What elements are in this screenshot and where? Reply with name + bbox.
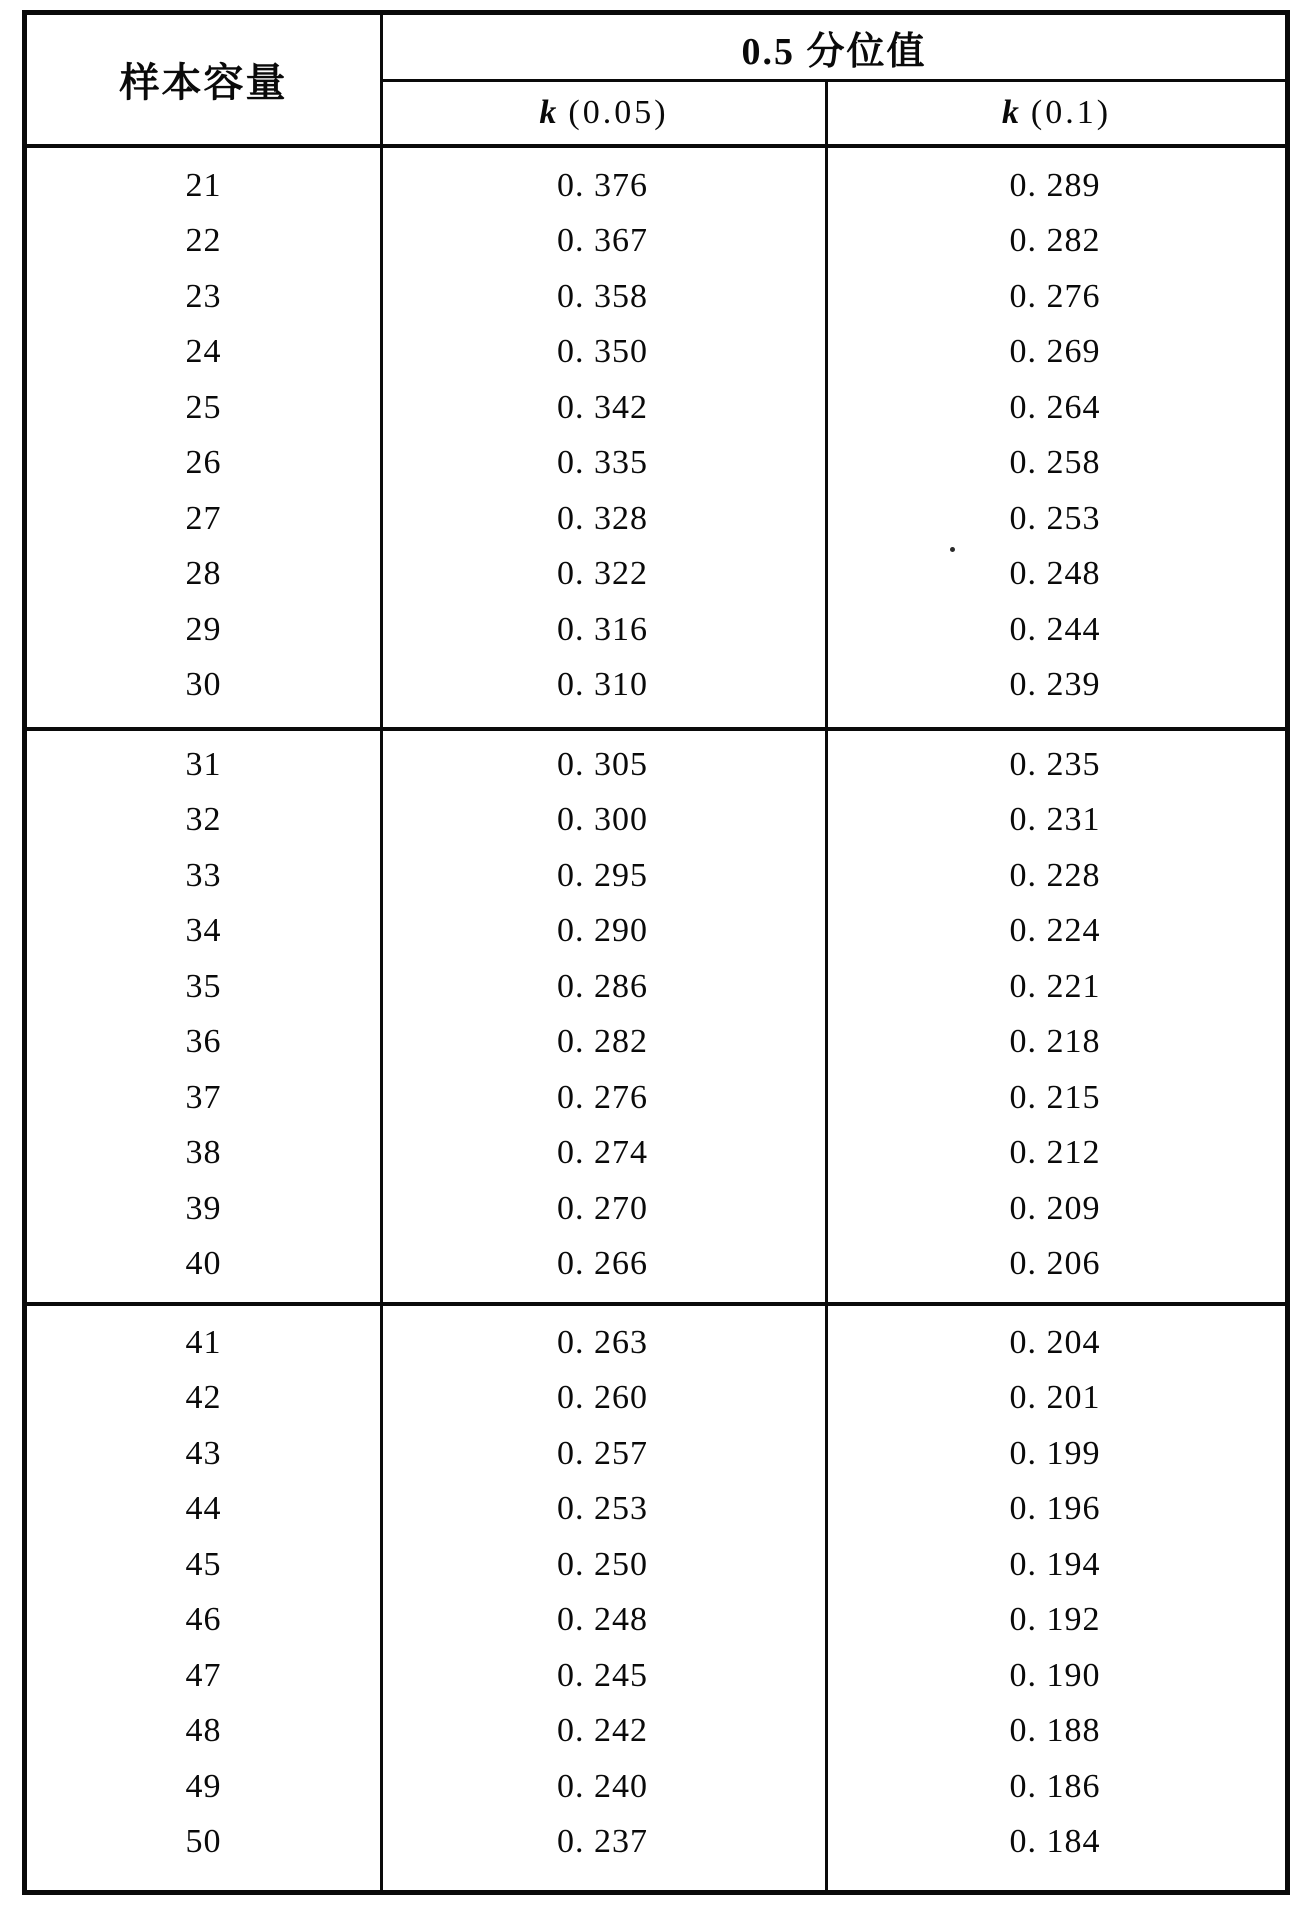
cell-k005: 0. 237 [557, 1823, 648, 1861]
table-row [27, 1704, 1285, 1760]
table-row [27, 1371, 1285, 1427]
cell-k005: 0. 342 [557, 388, 648, 426]
cell-sample-size: 25 [185, 388, 222, 426]
table-row [27, 737, 1285, 793]
cell-sample-size: 30 [185, 666, 222, 704]
table-row [27, 793, 1285, 849]
cell-sample-size: 36 [185, 1023, 222, 1061]
table-row [27, 1070, 1285, 1126]
cell-k005: 0. 248 [557, 1601, 648, 1639]
table-row [27, 1759, 1285, 1815]
table-row [27, 1315, 1285, 1371]
cell-k005: 0. 322 [557, 555, 648, 593]
cell-k005: 0. 376 [557, 166, 648, 204]
cell-k01: 0. 212 [1009, 1134, 1101, 1172]
table-row [27, 269, 1285, 325]
cell-k01: 0. 276 [1009, 277, 1101, 315]
cell-k005: 0. 257 [557, 1434, 648, 1472]
sample-size-header-label: 样本容量 [119, 60, 288, 105]
cell-k01: 0. 209 [1009, 1189, 1101, 1227]
cell-k01: 0. 196 [1009, 1490, 1101, 1528]
table-section-2 [27, 727, 1285, 1302]
cell-k005: 0. 316 [557, 610, 648, 648]
table-row [27, 1237, 1285, 1293]
cell-sample-size: 32 [185, 801, 222, 839]
cell-k01: 0. 194 [1009, 1545, 1101, 1583]
cell-sample-size: 35 [185, 967, 222, 1005]
cell-sample-size: 33 [185, 856, 222, 894]
cell-sample-size: 23 [185, 277, 222, 315]
cell-k005: 0. 260 [557, 1379, 648, 1417]
cell-k01: 0. 244 [1009, 610, 1101, 648]
k005-column-header [383, 82, 825, 144]
cell-k01: 0. 289 [1009, 166, 1101, 204]
cell-sample-size: 41 [185, 1323, 222, 1361]
scan-artifact-dot [950, 547, 955, 552]
cell-sample-size: 28 [185, 555, 222, 593]
k-symbol: k [539, 94, 559, 131]
cell-k01: 0. 190 [1009, 1656, 1101, 1694]
k01-argument: (0.1) [1030, 94, 1112, 131]
cell-k01: 0. 192 [1009, 1601, 1101, 1639]
quantile-group-header [383, 15, 1285, 79]
cell-k01: 0. 248 [1009, 555, 1101, 593]
cell-sample-size: 43 [185, 1434, 222, 1472]
cell-sample-size: 45 [185, 1545, 222, 1583]
table-row [27, 904, 1285, 960]
table-row [27, 547, 1285, 603]
cell-sample-size: 27 [185, 499, 222, 537]
table-row [27, 1537, 1285, 1593]
cell-sample-size: 24 [185, 333, 222, 371]
k005-argument: (0.05) [568, 94, 669, 131]
cell-sample-size: 31 [185, 745, 222, 783]
table-row [27, 848, 1285, 904]
cell-k005: 0. 282 [557, 1023, 648, 1061]
cell-sample-size: 21 [185, 166, 222, 204]
cell-k005: 0. 276 [557, 1078, 648, 1116]
cell-sample-size: 50 [185, 1823, 222, 1861]
table-row [27, 214, 1285, 270]
sample-size-header [27, 15, 380, 144]
cell-k005: 0. 240 [557, 1767, 648, 1805]
table-row [27, 602, 1285, 658]
cell-sample-size: 22 [185, 222, 222, 260]
table-section-1 [27, 144, 1285, 727]
cell-k005: 0. 367 [557, 222, 648, 260]
cell-sample-size: 42 [185, 1379, 222, 1417]
cell-sample-size: 38 [185, 1134, 222, 1172]
cell-sample-size: 40 [185, 1245, 222, 1283]
cell-k01: 0. 204 [1009, 1323, 1101, 1361]
cell-k01: 0. 253 [1009, 499, 1101, 537]
cell-k005: 0. 263 [557, 1323, 648, 1361]
cell-k005: 0. 274 [557, 1134, 648, 1172]
cell-sample-size: 37 [185, 1078, 222, 1116]
cell-sample-size: 29 [185, 610, 222, 648]
cell-k01: 0. 235 [1009, 745, 1101, 783]
table-row [27, 1482, 1285, 1538]
table-row [27, 158, 1285, 214]
table-row [27, 1181, 1285, 1237]
table-row [27, 1015, 1285, 1071]
k01-column-header [828, 82, 1285, 144]
table-row [27, 658, 1285, 714]
cell-sample-size: 46 [185, 1601, 222, 1639]
cell-sample-size: 44 [185, 1490, 222, 1528]
table-section-3 [27, 1302, 1285, 1883]
quantile-table [22, 10, 1290, 1895]
cell-k01: 0. 224 [1009, 912, 1101, 950]
cell-k01: 0. 188 [1009, 1712, 1101, 1750]
cell-k01: 0. 264 [1009, 388, 1101, 426]
cell-k01: 0. 221 [1009, 967, 1101, 1005]
cell-k005: 0. 242 [557, 1712, 648, 1750]
cell-k005: 0. 335 [557, 444, 648, 482]
cell-k01: 0. 215 [1009, 1078, 1101, 1116]
table-row [27, 436, 1285, 492]
cell-k005: 0. 300 [557, 801, 648, 839]
table-row [27, 1426, 1285, 1482]
cell-sample-size: 39 [185, 1189, 222, 1227]
cell-sample-size: 47 [185, 1656, 222, 1694]
table-row [27, 1593, 1285, 1649]
cell-k01: 0. 258 [1009, 444, 1101, 482]
cell-k01: 0. 184 [1009, 1823, 1101, 1861]
table-row [27, 1126, 1285, 1182]
cell-k005: 0. 250 [557, 1545, 648, 1583]
cell-k005: 0. 305 [557, 745, 648, 783]
cell-k005: 0. 266 [557, 1245, 648, 1283]
cell-k01: 0. 239 [1009, 666, 1101, 704]
cell-k01: 0. 282 [1009, 222, 1101, 260]
cell-k01: 0. 218 [1009, 1023, 1101, 1061]
table-row [27, 959, 1285, 1015]
cell-k005: 0. 253 [557, 1490, 648, 1528]
cell-k01: 0. 206 [1009, 1245, 1101, 1283]
cell-k01: 0. 228 [1009, 856, 1101, 894]
cell-sample-size: 48 [185, 1712, 222, 1750]
cell-k005: 0. 310 [557, 666, 648, 704]
quantile-group-header-label: 0.5 分位值 [741, 30, 927, 73]
k-symbol: k [1001, 94, 1021, 131]
cell-k01: 0. 231 [1009, 801, 1101, 839]
cell-k005: 0. 290 [557, 912, 648, 950]
cell-k005: 0. 295 [557, 856, 648, 894]
cell-k005: 0. 358 [557, 277, 648, 315]
table-row [27, 491, 1285, 547]
cell-sample-size: 49 [185, 1767, 222, 1805]
table-row [27, 380, 1285, 436]
cell-k005: 0. 286 [557, 967, 648, 1005]
cell-k01: 0. 186 [1009, 1767, 1101, 1805]
cell-k01: 0. 199 [1009, 1434, 1101, 1472]
table-row [27, 1815, 1285, 1871]
table-row [27, 325, 1285, 381]
cell-k005: 0. 270 [557, 1189, 648, 1227]
cell-k005: 0. 245 [557, 1656, 648, 1694]
cell-sample-size: 34 [185, 912, 222, 950]
table-row [27, 1648, 1285, 1704]
cell-k01: 0. 201 [1009, 1379, 1101, 1417]
cell-k01: 0. 269 [1009, 333, 1101, 371]
cell-k005: 0. 328 [557, 499, 648, 537]
cell-sample-size: 26 [185, 444, 222, 482]
cell-k005: 0. 350 [557, 333, 648, 371]
